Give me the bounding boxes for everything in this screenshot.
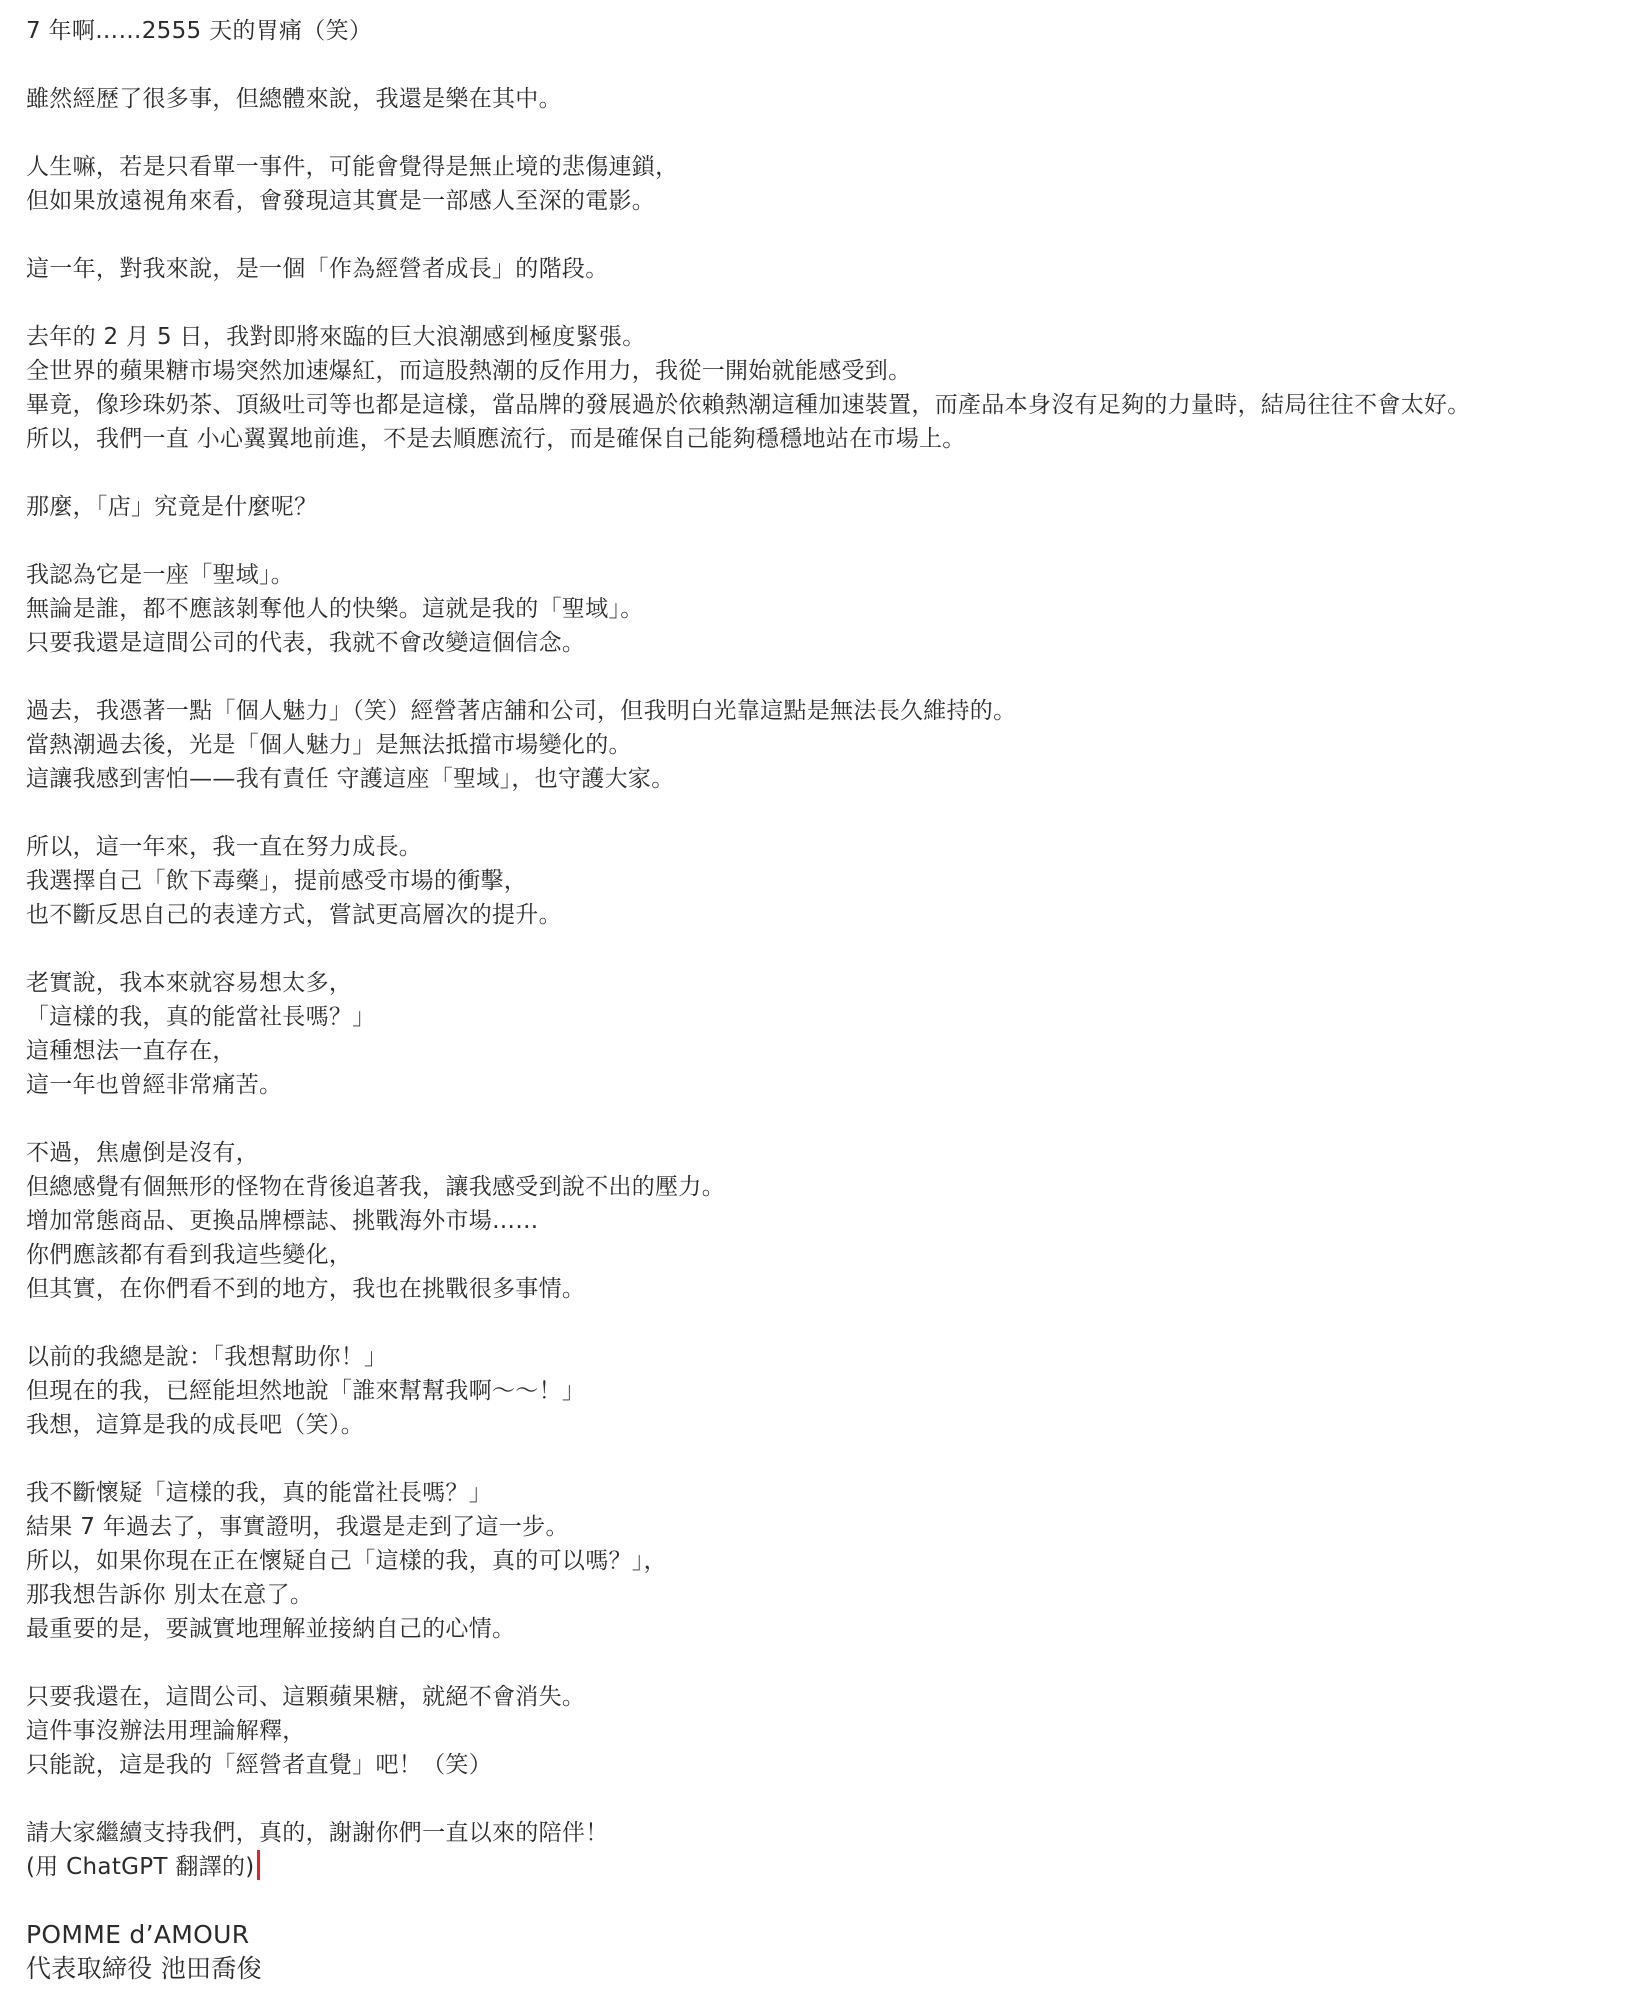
text-line: 過去，我憑著一點「個人魅力」（笑）經營著店舖和公司，但我明白光靠這點是無法長久維持的。 — [26, 698, 1017, 724]
text-line: 最重要的是，要誠實地理解並接納自己的心情。 — [26, 1616, 516, 1642]
text-line: 這一年也曾經非常痛苦。 — [26, 1072, 283, 1098]
paragraph — [26, 14, 1626, 48]
text-line: 我認為它是一座「聖域」。 — [26, 562, 295, 588]
text-line: 以前的我總是說：「我想幫助你！」 — [26, 1344, 388, 1370]
paragraph — [26, 1816, 1626, 1884]
text-line: 但現在的我，已經能坦然地說「誰來幫幫我啊〜〜！」 — [26, 1378, 586, 1404]
text-line: 但總感覺有個無形的怪物在背後追著我，讓我感受到說不出的壓力。 — [26, 1174, 725, 1200]
text-line: 畢竟，像珍珠奶茶、頂級吐司等也都是這樣，當品牌的發展過於依賴熱潮這種加速裝置，而產品本身沒有足夠的力量時，結局往往不會太好。 — [26, 392, 1471, 418]
translation-note: (用 ChatGPT 翻譯的) — [26, 1854, 255, 1880]
text-line: 這件事沒辦法用理論解釋， — [26, 1718, 306, 1744]
text-line: 所以，我們一直 小心翼翼地前進，不是去順應流行，而是確保自己能夠穩穩地站在市場上。 — [26, 426, 966, 452]
text-line: 老實說，我本來就容易想太多， — [26, 970, 353, 996]
text-line: 「這樣的我，真的能當社長嗎？」 — [26, 1004, 376, 1030]
text-editor[interactable] — [26, 14, 1626, 1986]
text-line: 全世界的蘋果糖市場突然加速爆紅，而這股熱潮的反作用力，我從一開始就能感受到。 — [26, 358, 912, 384]
text-line: 當熱潮過去後，光是「個人魅力」是無法抵擋市場變化的。 — [26, 732, 632, 758]
paragraph — [26, 320, 1626, 456]
text-line: 那我想告訴你 別太在意了。 — [26, 1582, 314, 1608]
text-line: 增加常態商品、更換品牌標誌、挑戰海外市場…… — [26, 1208, 539, 1234]
paragraph — [26, 694, 1626, 796]
text-line: 人生嘛，若是只看單一事件，可能會覺得是無止境的悲傷連鎖， — [26, 154, 679, 180]
text-line: 所以，如果你現在正在懷疑自己「這樣的我，真的可以嗎？」， — [26, 1548, 667, 1574]
text-line-with-caret — [26, 1850, 1626, 1884]
text-line: 請大家繼續支持我們，真的，謝謝你們一直以來的陪伴！ — [26, 1820, 609, 1846]
signature-block — [26, 1918, 1626, 1986]
text-line: 這種想法一直存在， — [26, 1038, 236, 1064]
paragraph — [26, 830, 1626, 932]
paragraph — [26, 82, 1626, 116]
text-line: 結果 7 年過去了，事實證明，我還是走到了這一步。 — [26, 1514, 569, 1540]
text-line: 也不斷反思自己的表達方式，嘗試更高層次的提升。 — [26, 902, 562, 928]
text-line: 我選擇自己「飲下毒藥」，提前感受市場的衝擊， — [26, 868, 528, 894]
text-line: 你們應該都有看到我這些變化， — [26, 1242, 353, 1268]
paragraph — [26, 1136, 1626, 1306]
paragraph — [26, 966, 1626, 1102]
text-line: 這讓我感到害怕——我有責任 守護這座「聖域」，也守護大家。 — [26, 766, 675, 792]
text-line: 去年的 2 月 5 日，我對即將來臨的巨大浪潮感到極度緊張。 — [26, 324, 646, 350]
paragraph — [26, 252, 1626, 286]
paragraph — [26, 1476, 1626, 1646]
text-line: 只能說，這是我的「經營者直覺」吧！（笑） — [26, 1752, 492, 1778]
signature-title-name: 代表取締役 池田喬俊 — [26, 1954, 262, 1983]
text-line: 無論是誰，都不應該剝奪他人的快樂。這就是我的「聖域」。 — [26, 596, 644, 622]
paragraph — [26, 1340, 1626, 1442]
text-line: 我不斷懷疑「這樣的我，真的能當社長嗎？」 — [26, 1480, 492, 1506]
paragraph — [26, 150, 1626, 218]
text-line: 不過，焦慮倒是沒有， — [26, 1140, 259, 1166]
text-line: 但其實，在你們看不到的地方，我也在挑戰很多事情。 — [26, 1276, 586, 1302]
text-caret — [257, 1850, 260, 1880]
text-line: 只要我還在，這間公司、這顆蘋果糖，就絕不會消失。 — [26, 1684, 586, 1710]
text-line: 那麼，「店」究竟是什麼呢？ — [26, 494, 318, 520]
text-line: 但如果放遠視角來看，會發現這其實是一部感人至深的電影。 — [26, 188, 656, 214]
signature-brand: POMME d’AMOUR — [26, 1920, 250, 1949]
paragraph — [26, 558, 1626, 660]
text-line: 所以，這一年來，我一直在努力成長。 — [26, 834, 423, 860]
text-line: 7 年啊……2555 天的胃痛（笑） — [26, 18, 373, 44]
text-line: 這一年，對我來說，是一個「作為經營者成長」的階段。 — [26, 256, 609, 282]
text-line: 雖然經歷了很多事，但總體來說，我還是樂在其中。 — [26, 86, 562, 112]
text-line: 只要我還是這間公司的代表，我就不會改變這個信念。 — [26, 630, 586, 656]
text-line: 我想，這算是我的成長吧（笑）。 — [26, 1412, 364, 1438]
paragraph — [26, 1680, 1626, 1782]
paragraph — [26, 490, 1626, 524]
